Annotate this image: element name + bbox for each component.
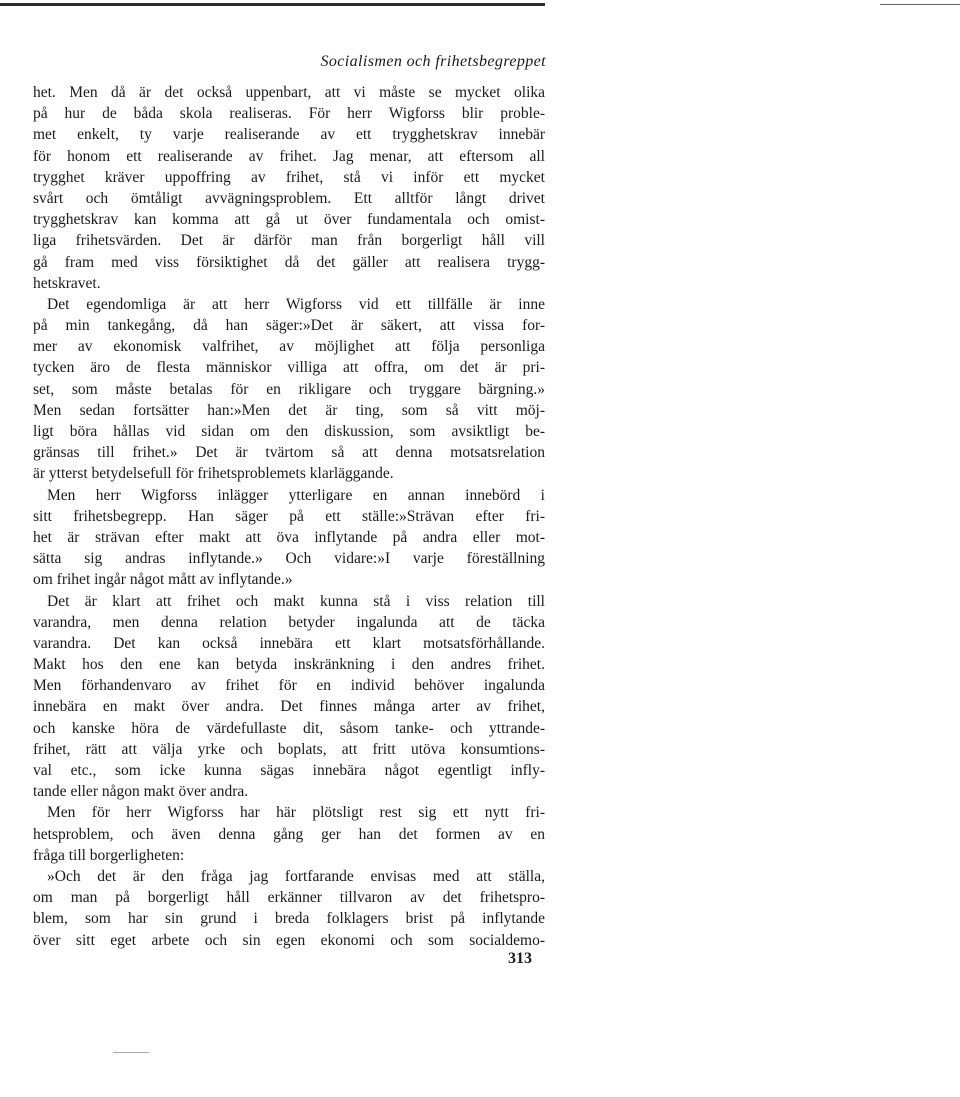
page-number: 313 [508,950,532,967]
text-line: ligt böra hållas vid sidan om den diskussion, som avsiktligt be- [33,423,545,440]
top-right-rule [880,4,960,5]
top-rule [0,3,545,6]
paragraph [33,866,545,951]
text-line: över sitt eget arbete och sin egen ekonomi och som socialdemo- [33,931,545,949]
text-line: set, som måste betalas för en rikligare och tryggare bärgning.» [33,380,545,398]
text-line: och kanske höra de värdefullaste dit, såsom tanke- och yttrande- [33,719,545,737]
running-head: Socialismen och frihetsbegreppet [320,53,546,70]
text-line: trygghetskrav kan komma att gå ut över fundamentala och omist- [33,211,545,229]
text-line: sätta sig andras inflytande.» Och vidare:»I varje föreställning [33,550,545,568]
text-line: trygghet kräver uppoffring av frihet, stå vi inför ett mycket [33,168,545,186]
text-line: om frihet ingår något mått av inflytande.» [33,571,293,589]
text-line: het är strävan efter makt att öva inflytande på andra eller mot- [33,528,545,546]
text-line: på min tankegång, då han säger:»Det är säkert, att vissa for- [33,317,545,335]
text-line: innebära en makt över andra. Det finnes många arter av frihet, [33,698,545,716]
paragraph [33,82,545,294]
text-line: varandra, men denna relation betyder ingalunda att de täcka [33,613,545,631]
text-line: sitt frihetsbegrepp. Han säger på ett ställe:»Strävan efter fri- [33,507,545,525]
text-line: hetsproblem, och även denna gång ger han det formen av en [33,825,545,843]
text-line: Det egendomliga är att herr Wigforss vid ett tillfälle är inne [47,295,545,313]
text-line: Men för herr Wigforss har här plötsligt rest sig ett nytt fri- [47,804,545,822]
text-line: om man på borgerligt håll erkänner tillvaron av det frihetspro- [33,889,545,907]
text-line: het. Men då är det också uppenbart, att vi måste se mycket olika [33,84,545,101]
text-line: mer av ekonomisk valfrihet, av möjlighet att följa personliga [33,338,545,356]
text-line: gränsas till frihet.» Det är tvärtom så att denna motsatsrelation [33,444,545,462]
text-line: svårt och ömtåligt avvägningsproblem. Ett alltför långt drivet [33,189,545,207]
text-line: frihet, rätt att välja yrke och boplats, att fritt utöva konsumtions- [33,740,545,758]
paragraph [33,294,545,485]
body-text [33,82,545,951]
paragraph [33,485,545,591]
text-line: tycken äro de flesta människor villiga att offra, om det är pri- [33,359,545,377]
text-line: gå fram med viss försiktighet då det gäller att realisera trygg- [33,253,545,271]
text-line: Men förhandenvaro av frihet för en individ behöver ingalunda [33,677,545,695]
text-line: Men sedan fortsätter han:»Men det är ting, som så vitt möj- [33,401,545,419]
text-line: val etc., som icke kunna sägas innebära något egentligt infly- [33,762,545,779]
text-line: blem, som har sin grund i breda folklagers brist på inflytande [33,910,545,928]
text-line: är ytterst betydelsefull för frihetsproblemets klarläggande. [33,465,394,483]
text-line: liga frihetsvärden. Det är därför man från borgerligt håll vill [33,232,545,250]
text-line: fråga till borgerligheten: [33,846,185,864]
text-line: varandra. Det kan också innebära ett klart motsatsförhållande. [33,634,545,652]
text-line: met enkelt, ty varje realiserande av ett trygghetskrav innebär [33,126,545,144]
text-line: Det är klart att frihet och makt kunna stå i viss relation till [47,592,545,610]
text-line: hetskravet. [33,274,101,292]
text-line: Makt hos den ene kan betyda inskränkning i den andres frihet. [33,656,545,674]
scan-artifact [113,1052,149,1053]
paragraph [33,802,545,866]
text-line: »Och det är den fråga jag fortfarande envisas med att ställa, [47,867,545,885]
text-line: för honom ett realiserande av frihet. Jag menar, att eftersom all [33,147,545,165]
text-line: Men herr Wigforss inlägger ytterligare en annan innebörd i [47,486,545,504]
paragraph [33,591,545,803]
text-line: på hur de båda skola realiseras. För herr Wigforss blir proble- [33,105,545,123]
text-line: tande eller någon makt över andra. [33,783,249,801]
